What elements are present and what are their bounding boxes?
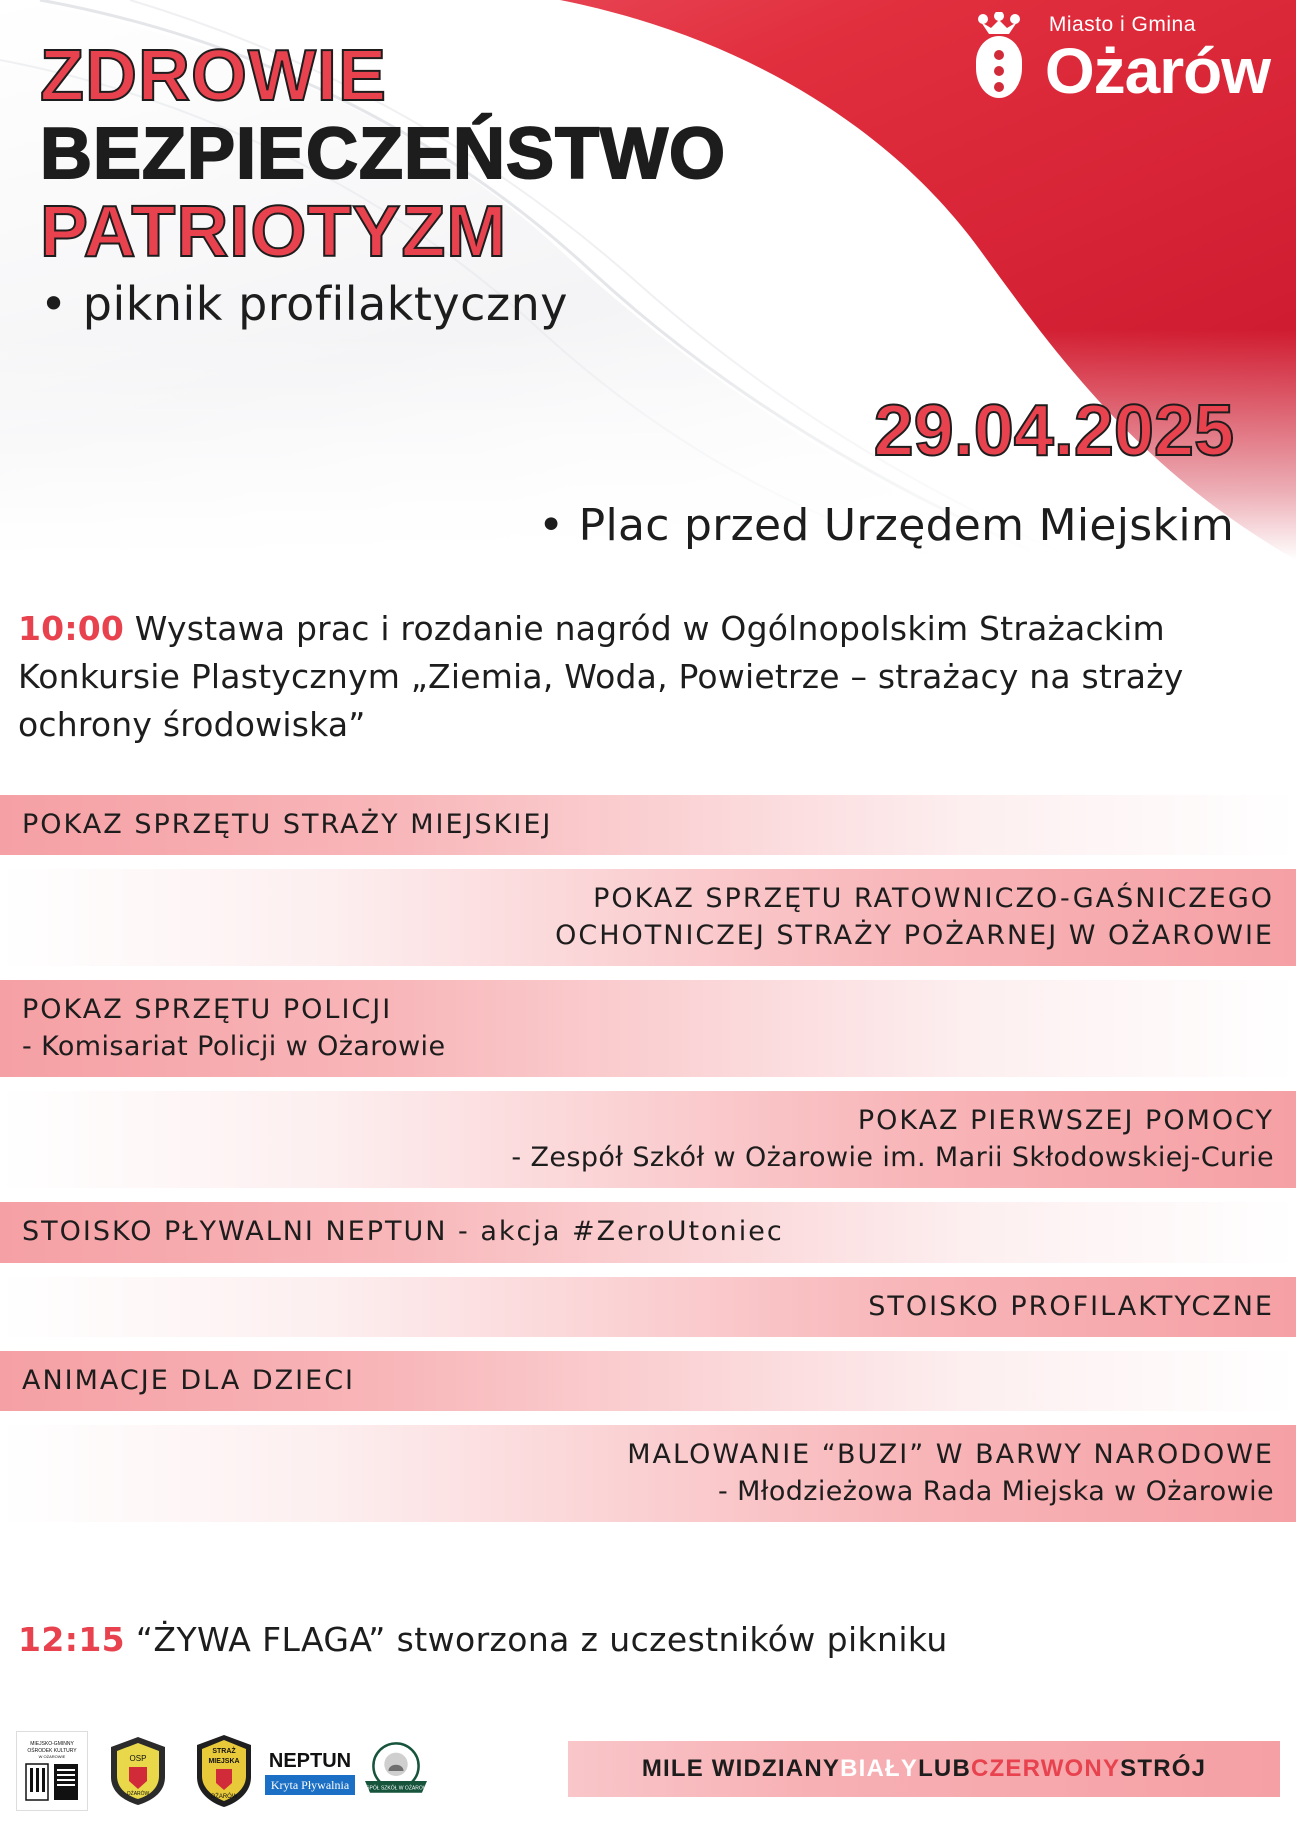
program-row-line1: POKAZ PIERWSZEJ POMOCY: [857, 1105, 1274, 1137]
intro-text: Wystawa prac i rozdanie nagród w Ogólnopolskim Strażackim Konkursie Plastycznym „Ziemia, Woda, Powietrze – strażacy na straży ochrony środowiska”: [18, 609, 1184, 744]
partner-logo-straz-miejska: [188, 1731, 260, 1811]
program-row-line2: - Młodzieżowa Rada Miejska w Ożarowie: [717, 1475, 1274, 1507]
program-row-line1: ANIMACJE DLA DZIECI: [22, 1364, 356, 1396]
dress-red: CZERWONY: [971, 1755, 1121, 1782]
program-list: [0, 795, 1296, 1536]
event-subtitle: • piknik profilaktyczny: [40, 277, 568, 332]
program-row-line1: MALOWANIE “BUZI” W BARWY NARODOWE: [627, 1439, 1274, 1471]
svg-text:MIEJSKO-GMINNY: MIEJSKO-GMINNY: [30, 1741, 74, 1747]
closing-line: [18, 1620, 948, 1659]
page-title-line-3: PATRIOTYZM: [40, 191, 508, 272]
partner-logo-list: [0, 1731, 432, 1811]
dress-suffix: STRÓJ: [1120, 1755, 1207, 1782]
logo-subtitle: Miasto i Gmina: [1048, 12, 1196, 36]
svg-text:NEPTUN: NEPTUN: [268, 1750, 352, 1772]
program-row-line1: POKAZ SPRZĘTU RATOWNICZO-GAŚNICZEGO: [593, 883, 1274, 915]
page-title-line-2: BEZPIECZEŃSTWO: [40, 113, 727, 194]
logo-name: Ożarów: [1044, 34, 1270, 107]
program-row-line2: - Komisariat Policji w Ożarowie: [22, 1030, 446, 1062]
program-row: [0, 980, 1296, 1077]
logo-dot-3: [994, 82, 1004, 92]
svg-text:MIEJSKA: MIEJSKA: [208, 1758, 240, 1765]
logo-text: [1044, 12, 1270, 107]
svg-text:STRAŻ: STRAŻ: [212, 1748, 236, 1755]
event-date: 29.04.2025: [873, 391, 1234, 471]
program-row-line2: - Zespół Szkół w Ożarowie im. Marii Skłodowskiej-Curie: [511, 1141, 1274, 1173]
event-place: • Plac przed Urzędem Miejskim: [538, 500, 1234, 551]
partner-logo-mgok: [16, 1731, 88, 1811]
program-row-line1: STOISKO PROFILAKTYCZNE: [868, 1290, 1274, 1322]
svg-text:OSP: OSP: [129, 1754, 147, 1763]
closing-time: 12:15: [18, 1620, 126, 1659]
svg-text:OŻARÓW: OŻARÓW: [126, 1791, 150, 1797]
svg-text:W OŻAROWIE: W OŻAROWIE: [38, 1754, 66, 1759]
city-logo: [963, 10, 1270, 106]
dress-white: BIAŁY: [840, 1755, 919, 1782]
partner-logo-szkola: [360, 1731, 432, 1811]
program-row-line1: POKAZ SPRZĘTU POLICJI: [22, 994, 393, 1026]
program-row: [0, 795, 1296, 855]
svg-text:OŚRODEK KULTURY: OŚRODEK KULTURY: [27, 1748, 77, 1754]
program-row: [0, 869, 1296, 966]
logo-dot-1: [994, 50, 1004, 60]
program-row: [0, 1202, 1296, 1262]
partner-logo-neptun: [268, 1731, 352, 1811]
program-row: [0, 1277, 1296, 1337]
svg-text:OŻARÓW: OŻARÓW: [210, 1794, 238, 1800]
dress-mid: LUB: [918, 1755, 971, 1782]
closing-text: “ŻYWA FLAGA” stworzona z uczestników pikniku: [125, 1620, 948, 1659]
program-row-line1: POKAZ SPRZĘTU STRAŻY MIEJSKIEJ: [22, 809, 553, 840]
intro-paragraph: [18, 605, 1248, 749]
svg-text:Kryta Pływalnia: Kryta Pływalnia: [270, 1778, 350, 1792]
program-row: [0, 1091, 1296, 1188]
dress-prefix: MILE WIDZIANY: [641, 1755, 841, 1782]
svg-text:ZESPÓŁ SZKÓŁ W OŻAROWIE: ZESPÓŁ SZKÓŁ W OŻAROWIE: [360, 1785, 432, 1792]
intro-time: 10:00: [18, 609, 125, 648]
title-block: [40, 38, 726, 331]
page-title-line-1: ZDROWIE: [40, 36, 387, 116]
partner-logo-osp: [102, 1731, 174, 1811]
program-row: [0, 1351, 1296, 1411]
crown-icon: [977, 12, 1021, 36]
dress-code-banner: [568, 1741, 1280, 1797]
program-row-line2: OCHOTNICZEJ STRAŻY POŻARNEJ W OŻAROWIE: [555, 919, 1274, 951]
footer: [0, 1723, 1296, 1819]
logo-mark: [963, 10, 1035, 106]
program-row-line1: STOISKO PŁYWALNI NEPTUN - akcja #ZeroUtoniec: [22, 1216, 784, 1248]
program-row: [0, 1425, 1296, 1522]
logo-dot-2: [994, 66, 1004, 76]
